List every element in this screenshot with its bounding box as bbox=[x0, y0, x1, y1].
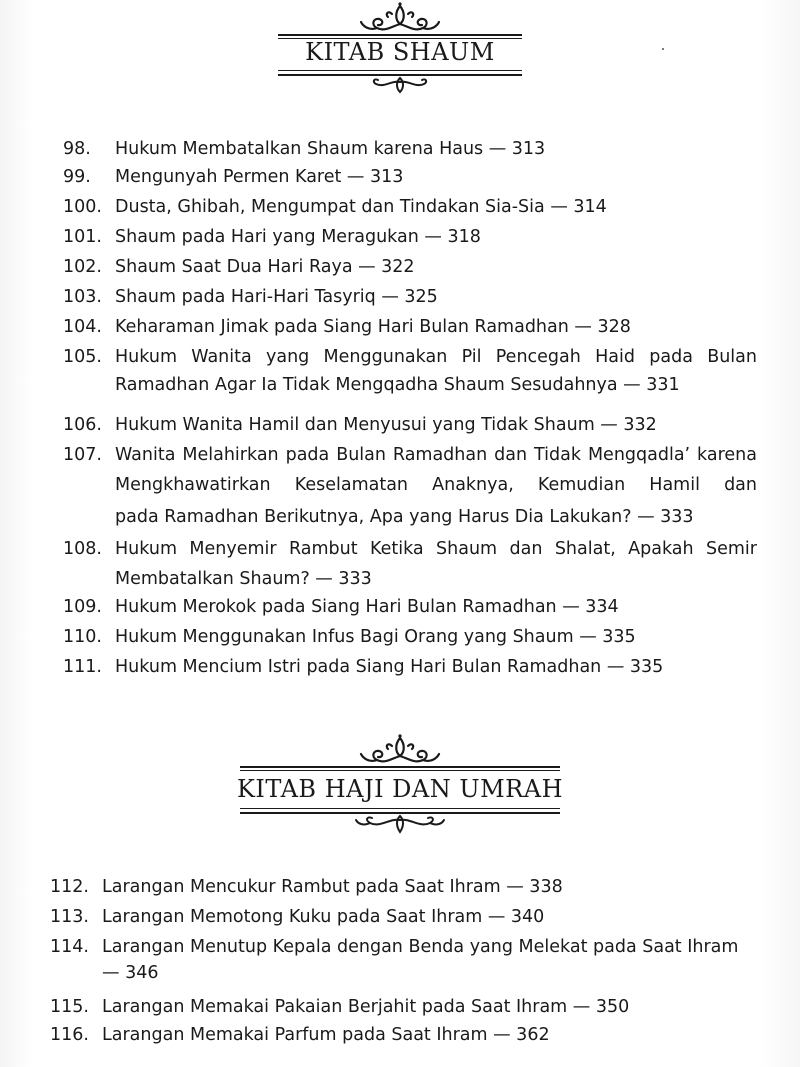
entry-text: Shaum Saat Dua Hari Raya — 322 bbox=[115, 257, 415, 277]
entry-number: 115. bbox=[50, 997, 89, 1017]
entry-text: Hukum Membatalkan Shaum karena Haus — 313 bbox=[115, 139, 546, 159]
entry-text: Ramadhan Agar Ia Tidak Mengqadha Shaum Sesudahnya — 331 bbox=[115, 375, 680, 395]
flourish-ornament-icon bbox=[362, 76, 438, 96]
flourish-ornament-icon bbox=[355, 734, 445, 768]
entry-number: 107. bbox=[63, 445, 102, 465]
entry-text: — 346 bbox=[102, 963, 159, 983]
entry-text: Larangan Memotong Kuku pada Saat Ihram — 340 bbox=[102, 907, 545, 927]
entry-text: Hukum Menggunakan Infus Bagi Orang yang Shaum — 335 bbox=[115, 627, 636, 647]
entry-number: 111. bbox=[63, 657, 102, 677]
entry-text: Mengkhawatirkan Keselamatan Anaknya, Kemudian Hamil dan bbox=[115, 475, 757, 495]
entry-text: Hukum Menyemir Rambut Ketika Shaum dan Shalat, Apakah Semir bbox=[115, 539, 757, 559]
entry-number: 114. bbox=[50, 937, 89, 957]
entry-text: Mengunyah Permen Karet — 313 bbox=[115, 167, 404, 187]
entry-text: Hukum Merokok pada Siang Hari Bulan Ramadhan — 334 bbox=[115, 597, 619, 617]
entry-number: 109. bbox=[63, 597, 102, 617]
header-rule-top bbox=[240, 766, 560, 768]
entry-text: Hukum Mencium Istri pada Siang Hari Bulan Ramadhan — 335 bbox=[115, 657, 664, 677]
entry-text: Larangan Memakai Parfum pada Saat Ihram — 362 bbox=[102, 1025, 550, 1045]
entry-number: 113. bbox=[50, 907, 89, 927]
entry-text: Keharaman Jimak pada Siang Hari Bulan Ramadhan — 328 bbox=[115, 317, 631, 337]
entry-number: 104. bbox=[63, 317, 102, 337]
entry-text: Dusta, Ghibah, Mengumpat dan Tindakan Sia-Sia — 314 bbox=[115, 197, 607, 217]
entry-text: Shaum pada Hari yang Meragukan — 318 bbox=[115, 227, 481, 247]
entry-text: Membatalkan Shaum? — 333 bbox=[115, 569, 372, 589]
entry-number: 106. bbox=[63, 415, 102, 435]
entry-number: 108. bbox=[63, 539, 102, 559]
entry-number: 101. bbox=[63, 227, 102, 247]
section-title: KITAB HAJI DAN UMRAH bbox=[236, 775, 564, 803]
entry-number: 99. bbox=[63, 167, 91, 187]
entry-text: Hukum Wanita yang Menggunakan Pil Pencegah Haid pada Bulan bbox=[115, 347, 757, 367]
entry-text: Hukum Wanita Hamil dan Menyusui yang Tidak Shaum — 332 bbox=[115, 415, 657, 435]
entry-text: Shaum pada Hari-Hari Tasyriq — 325 bbox=[115, 287, 438, 307]
speck bbox=[662, 48, 664, 50]
entry-number: 100. bbox=[63, 197, 102, 217]
entry-text: Larangan Memakai Pakaian Berjahit pada Saat Ihram — 350 bbox=[102, 997, 630, 1017]
entry-text: Larangan Mencukur Rambut pada Saat Ihram — 338 bbox=[102, 877, 563, 897]
entry-number: 110. bbox=[63, 627, 102, 647]
section-title: KITAB SHAUM bbox=[305, 38, 495, 66]
entry-text: Larangan Menutup Kepala dengan Benda yang Melekat pada Saat Ihram bbox=[102, 937, 739, 957]
header-rule-top-thin bbox=[240, 770, 560, 771]
entry-text: pada Ramadhan Berikutnya, Apa yang Harus Dia Lakukan? — 333 bbox=[115, 507, 694, 527]
entry-text: Wanita Melahirkan pada Bulan Ramadhan dan Tidak Mengqadla’ karena bbox=[115, 445, 757, 465]
entry-number: 102. bbox=[63, 257, 102, 277]
entry-number: 105. bbox=[63, 347, 102, 367]
entry-number: 112. bbox=[50, 877, 89, 897]
header-rule-bottom-thin bbox=[240, 808, 560, 809]
header-rule-bottom-thin bbox=[278, 70, 522, 71]
flourish-ornament-icon bbox=[352, 814, 448, 836]
entry-number: 98. bbox=[63, 139, 91, 159]
entry-number: 103. bbox=[63, 287, 102, 307]
flourish-ornament-icon bbox=[355, 2, 445, 36]
entry-number: 116. bbox=[50, 1025, 89, 1045]
header-rule-top bbox=[278, 34, 522, 36]
